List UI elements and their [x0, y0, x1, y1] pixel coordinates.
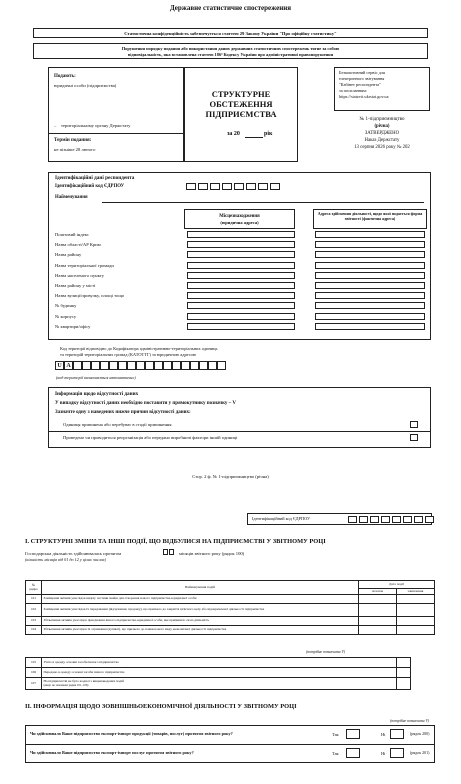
service-line-4: за посиланням: — [339, 88, 367, 93]
section2-title: II. ІНФОРМАЦІЯ ЩОДО ЗОВНІШНЬОЕКОНОМІЧНОЇ ДІЯЛЬНОСТІ У ЗВІТНОМУ РОЦІ — [25, 703, 297, 710]
katottg-digit-cell — [172, 361, 181, 370]
section1-title: I. СТРУКТУРНІ ЗМІНИ ТА ІНШІ ПОДІЇ, ЩО ВІДБУЛИСЯ НА ПІДПРИЄМСТВІ У ЗВІТНОМУ РОЦІ — [25, 538, 326, 545]
year-prefix: за 20 — [227, 131, 240, 137]
edrpou-box-p2 — [247, 513, 432, 525]
event-name — [42, 668, 397, 678]
activity-suffix: місяців звітного року (рядок 100) — [179, 551, 245, 556]
event-start-input[interactable] — [359, 595, 397, 604]
event-checkbox[interactable] — [397, 658, 411, 668]
row-number: 106 — [26, 668, 42, 678]
edrpou-digit-cell[interactable] — [198, 183, 208, 190]
edrpou-label: Ідентифікаційний код ЄДРПОУ — [55, 184, 125, 189]
edrpou-digit-cell[interactable] — [234, 183, 244, 190]
katottg-digit-cell — [181, 361, 190, 370]
event-name — [42, 658, 397, 668]
actual-address-input[interactable] — [315, 282, 425, 289]
katottg-note: (код території визначається автоматично) — [56, 375, 136, 380]
table-row — [26, 668, 411, 678]
katottg-line-2: та територій територіальних громад (КАТОТТГ) за юридичною адресою — [60, 352, 197, 357]
katottg-digit-cell — [163, 361, 172, 370]
katottg-digit-cell — [100, 361, 109, 370]
submit-who-2: територіальному органу Держстату — [61, 123, 131, 128]
events-note-v: (потрібне позначити V) — [306, 650, 346, 654]
q1-no-label: Ні — [381, 732, 386, 737]
form-number: № 1-підприємництво — [359, 117, 405, 122]
table-row — [26, 617, 435, 626]
col-location-title: Місцезнаходження — [219, 214, 260, 219]
form-title-line-3: ПІДПРИЄМСТВА — [205, 109, 277, 119]
service-box — [334, 67, 430, 111]
event-name-sub: (якщо не заповнені рядки 101–106) — [43, 682, 89, 687]
address-field-label: Назва району — [55, 252, 82, 258]
event-end-input[interactable] — [397, 617, 435, 626]
absence-reason-1-checkbox[interactable] — [410, 421, 418, 428]
events-table — [25, 580, 435, 635]
katottg-digit-cell — [118, 361, 127, 370]
row-201-label: (рядок 201) — [410, 750, 430, 755]
absence-box — [48, 387, 431, 448]
event-checkbox[interactable] — [397, 678, 411, 690]
violation-line-1: Порушення порядку подання або використання даних державних статистичних спостережень тягне за собою — [121, 46, 340, 51]
edrpou-digit-cell[interactable] — [258, 183, 268, 190]
event-checkbox[interactable] — [397, 668, 411, 678]
address-field-label: № будинку — [55, 303, 77, 309]
service-line-2: електронного звітування — [339, 76, 385, 81]
event-name: Заміщення активів унаслідок їх передавання (відчуження, продажу), що призвело до закриття цілісного цеху або відокремленої діяльності підприємства — [42, 604, 359, 617]
event-name: Заміщення активів унаслідок виділу частини майна для створення нового підприємства-юридичної особи — [42, 595, 359, 604]
event-name: Збільшення активів унаслідок приєднання іншого підприємства-юридичної особи, яке припинило свою діяльність — [42, 617, 359, 626]
deadline-label: Термін подання: — [54, 138, 92, 143]
row-number: 103 — [26, 617, 42, 626]
actual-address-input[interactable] — [315, 272, 425, 279]
katottg-digit-cell — [91, 361, 100, 370]
katottg-digit-cell — [190, 361, 199, 370]
row-number: 105 — [26, 658, 42, 668]
event-name-text: На підприємстві не було жодної з вищенаведених подій — [43, 678, 124, 683]
approved-label: ЗАТВЕРДЖЕНО — [364, 131, 400, 136]
table-row — [26, 626, 435, 635]
submit-label: Подають: — [54, 74, 76, 79]
q1-yes-checkbox[interactable] — [346, 729, 360, 739]
edrpou-digit-cell[interactable] — [392, 516, 401, 523]
service-url[interactable]: https://statzvit.ukrstat.gov.ua — [339, 94, 389, 99]
legal-address-input[interactable] — [187, 262, 295, 269]
form-title-line-2: ОБСТЕЖЕННЯ — [209, 99, 273, 109]
actual-address-input[interactable] — [315, 241, 425, 248]
col-activity-title: Адреса здійснення діяльності, щодо якої подається форма звітності (фактична адреса) — [317, 211, 423, 221]
approval-order: Наказ Держстату — [364, 138, 400, 143]
legal-address-input[interactable] — [187, 313, 295, 320]
edrpou-digit-cell[interactable] — [222, 183, 232, 190]
katottg-digit-cell — [136, 361, 145, 370]
col-start-header: початок — [359, 589, 397, 595]
col-no-header: № рядка — [26, 581, 42, 595]
q2-no-checkbox[interactable] — [390, 748, 404, 758]
katottg-digit-cell — [73, 361, 82, 370]
months-cell-2[interactable] — [169, 549, 174, 555]
edrpou-digit-cell[interactable] — [381, 516, 390, 523]
legal-address-input[interactable] — [187, 231, 295, 238]
submit-dash: – — [54, 123, 57, 128]
name-label: Найменування — [55, 195, 88, 200]
q2-yes-checkbox[interactable] — [346, 748, 360, 758]
absence-title: Інформація щодо відсутності даних — [55, 391, 139, 397]
legal-address-input[interactable] — [187, 241, 295, 248]
col-date-header: Дата події — [359, 581, 435, 589]
submit-box — [48, 67, 184, 162]
form-title-box — [184, 67, 298, 162]
col-activity-header — [313, 209, 427, 229]
q2-no-label: Ні — [381, 751, 386, 756]
table-row — [26, 678, 411, 690]
actual-address-input[interactable] — [315, 292, 425, 299]
form-title-line-1: СТРУКТУРНЕ — [211, 89, 271, 99]
katottg-digit-cell — [109, 361, 118, 370]
edrpou-digit-cell[interactable] — [370, 516, 379, 523]
absence-reason-2-checkbox[interactable] — [410, 434, 418, 441]
address-field-label: № корпусу — [55, 313, 77, 319]
main-title: Державне статистичне спостереження — [169, 4, 292, 12]
page-label: Стор. 2 ф. № 1-підприємництво (річна) — [192, 474, 269, 479]
address-field-label: Назва населеного пункту — [55, 272, 105, 278]
absence-line-2: Зазначте одну з наведених нижче причин відсутності даних: — [55, 410, 191, 415]
katottg-digit-cell — [145, 361, 154, 370]
katottg-digit-cell: A — [64, 361, 73, 370]
edrpou-digit-cell[interactable] — [348, 516, 357, 523]
katottg-digit-cell — [82, 361, 91, 370]
confidentiality-text: Статистична конфіденційність забезпечується статтею 29 Закону України "Про офіційну статистику" — [124, 31, 337, 36]
event-start-input[interactable] — [359, 626, 397, 635]
edrpou-digit-cell[interactable] — [359, 516, 368, 523]
legal-address-input[interactable] — [187, 323, 295, 330]
edrpou-digit-cell[interactable] — [403, 516, 412, 523]
edrpou-digit-cell[interactable] — [270, 183, 280, 190]
submit-who-1: юридичні особи (підприємства) — [54, 83, 117, 88]
confidentiality-box — [33, 28, 428, 38]
trade-question-1: Чи здійснювало Ваше підприємство експорт-імпорт продукції (товарів, послуг) протягом звітного року? — [30, 731, 233, 736]
violation-box — [33, 43, 428, 59]
legal-address-input[interactable] — [187, 302, 295, 309]
katottg-digit-cell — [217, 361, 226, 370]
activity-prefix: Господарська діяльність здійснювалась протягом — [25, 551, 122, 556]
absence-reason-2: Проведено чи проводиться реорганізація або передано виробничі фактори іншій одиниці — [63, 435, 238, 440]
katottg-digit-cell — [154, 361, 163, 370]
event-name — [42, 678, 397, 690]
events-table-2 — [25, 657, 411, 690]
actual-address-input[interactable] — [315, 323, 425, 330]
edrpou-digit-cell[interactable] — [425, 516, 434, 523]
table-row — [26, 604, 435, 617]
deadline-value: не пізніше 28 лютого — [54, 147, 96, 152]
address-field-label: Назва вулиці/провулку, площі тощо — [55, 293, 125, 299]
legal-address-input[interactable] — [187, 251, 295, 258]
absence-reason-1: Одиниця припинена або перебуває в стадії припинення — [63, 422, 172, 427]
col-location-header — [184, 209, 295, 229]
legal-address-input[interactable] — [187, 292, 295, 299]
event-name: Збільшення активів унаслідок їх отримання (купівлі), що призвело до появи нового виду економічної діяльності підприємства — [42, 626, 359, 635]
katottg-digit-cell — [127, 361, 136, 370]
actual-address-input[interactable] — [315, 251, 425, 258]
row-number: 101 — [26, 595, 42, 604]
event-name-text: Передано в оренду основні засоби іншого підприємства — [43, 669, 125, 674]
section2-note-v: (потрібне позначити V) — [390, 719, 430, 723]
address-field-label: Назва області/АР Крим — [55, 242, 101, 248]
form-period: (річна) — [374, 124, 390, 129]
q1-yes-label: Так — [332, 732, 339, 737]
respondent-section-title: Ідентифікаційні дані респондента — [55, 175, 135, 181]
edrpou-digit-cell[interactable] — [246, 183, 256, 190]
trade-box — [25, 725, 435, 763]
trade-question-2: Чи здійснювало Ваше підприємство експорт-імпорт послуг протягом звітного року? — [30, 750, 194, 755]
event-end-input[interactable] — [397, 626, 435, 635]
address-field-label: Назва району у місті — [55, 283, 96, 288]
activity-note: (кількість місяців від 01 до 12 у цілих числах) — [25, 557, 107, 562]
event-end-input[interactable] — [397, 595, 435, 604]
row-200-label: (рядок 200) — [410, 731, 430, 736]
katottg-digit-cell — [199, 361, 208, 370]
edrpou-digit-cell[interactable] — [210, 183, 220, 190]
violation-line-2: відповідальність, яка встановлена статтею 186³ Кодексу України про адміністративні правопорушення — [127, 52, 334, 57]
col-end-header: закінчення — [397, 589, 435, 595]
actual-address-input[interactable] — [315, 262, 425, 269]
actual-address-input[interactable] — [315, 231, 425, 238]
year-suffix: рік — [264, 131, 273, 137]
katottg-line-1: Код території відповідно до Кодифікатора адміністративно-територіальних одиниць — [60, 346, 218, 351]
address-field-label: Поштовий індекс — [55, 232, 89, 237]
katottg-digit-cell — [208, 361, 217, 370]
absence-line-1: У випадку відсутності даних необхідно поставити у прямокутнику позначку – V — [55, 401, 237, 406]
col-name-header: Найменування подій — [42, 581, 359, 595]
event-start-input[interactable] — [359, 617, 397, 626]
actual-address-input[interactable] — [315, 313, 425, 320]
row-number: 107 — [26, 678, 42, 690]
respondent-box — [48, 172, 431, 340]
row-number: 102 — [26, 604, 42, 617]
legal-address-input[interactable] — [187, 272, 295, 279]
address-field-label: Назва територіальної громади — [55, 262, 114, 268]
q2-yes-label: Так — [332, 751, 339, 756]
q1-no-checkbox[interactable] — [390, 729, 404, 739]
col-location-sub: (юридична адреса) — [220, 220, 259, 225]
approval-date: 13 серпня 2026 року № 202 — [354, 145, 410, 150]
event-start-input[interactable] — [359, 604, 397, 617]
table-row — [26, 595, 435, 604]
edrpou-label-p2: Ідентифікаційний код ЄДРПОУ — [252, 516, 310, 521]
edrpou-digit-cell[interactable] — [414, 516, 423, 523]
months-cell-1[interactable] — [163, 549, 168, 555]
address-field-label: № квартири/офісу — [55, 323, 91, 329]
event-end-input[interactable] — [397, 604, 435, 617]
katottg-digit-cell: U — [55, 361, 64, 370]
edrpou-digit-cell[interactable] — [186, 183, 196, 190]
table-row — [26, 658, 411, 668]
service-line-3: "Кабінет респондента" — [339, 82, 381, 87]
actual-address-input[interactable] — [315, 302, 425, 309]
row-number: 104 — [26, 626, 42, 635]
legal-address-input[interactable] — [187, 282, 295, 289]
service-line-1: Безкоштовний сервіс для — [339, 70, 385, 75]
event-name-text: Узято в оренду основні засоби іншого підприємства — [43, 659, 119, 664]
